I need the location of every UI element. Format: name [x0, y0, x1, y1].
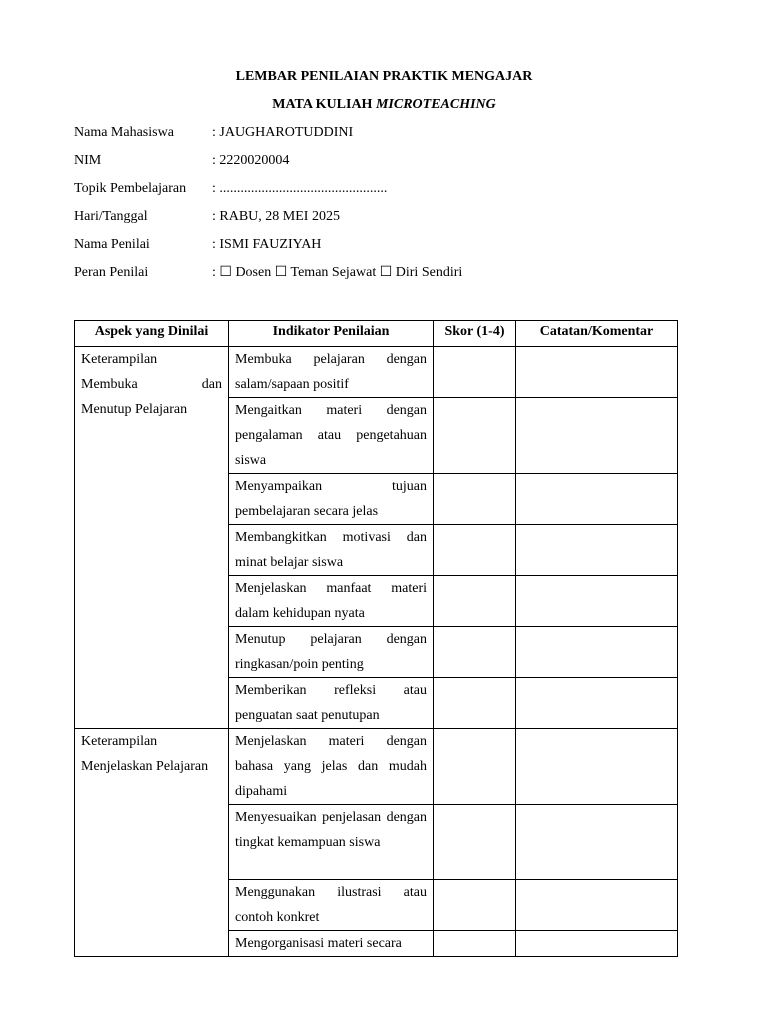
score-cell[interactable] — [434, 525, 516, 576]
info-value: : ☐ Dosen ☐ Teman Sejawat ☐ Diri Sendiri — [212, 265, 463, 280]
info-value: : 2220020004 — [212, 153, 290, 168]
score-cell[interactable] — [434, 729, 516, 805]
score-cell[interactable] — [434, 398, 516, 474]
score-cell[interactable] — [434, 474, 516, 525]
aspect-name-word: Membuka — [81, 377, 138, 392]
aspect-name-line: Menjelaskan Pelajaran — [81, 759, 209, 774]
indicator-cell: Menyesuaikan penjelasan dengan tingkat kemampuan siswa — [229, 805, 434, 880]
comment-cell[interactable] — [516, 627, 678, 678]
comment-cell[interactable] — [516, 347, 678, 398]
sheet-title: LEMBAR PENILAIAN PRAKTIK MENGAJAR — [235, 69, 533, 84]
course-subtitle — [0, 97, 768, 113]
indicator-cell: Mengaitkan materi dengan pengalaman atau pengetahuan siswa — [229, 398, 434, 474]
score-cell[interactable] — [434, 805, 516, 880]
info-label: Peran Penilai — [74, 265, 149, 280]
comment-cell[interactable] — [516, 729, 678, 805]
comment-cell[interactable] — [516, 576, 678, 627]
indicator-cell: Menyampaikan tujuan pembelajaran secara jelas — [229, 474, 434, 525]
table-row — [75, 347, 678, 398]
column-header: Indikator Penilaian — [229, 321, 434, 347]
indicator-cell: Memberikan refleksi atau penguatan saat penutupan — [229, 678, 434, 729]
score-cell[interactable] — [434, 576, 516, 627]
aspect-cell — [75, 347, 229, 729]
course-subtitle-prefix: MATA KULIAH — [272, 97, 376, 112]
aspect-name-word: dan — [201, 377, 222, 392]
indicator-cell: Menggunakan ilustrasi atau contoh konkret — [229, 880, 434, 931]
score-cell[interactable] — [434, 627, 516, 678]
info-value: : ................................................ — [212, 181, 388, 196]
indicator-cell: Menjelaskan manfaat materi dalam kehidupan nyata — [229, 576, 434, 627]
comment-cell[interactable] — [516, 474, 678, 525]
comment-cell[interactable] — [516, 880, 678, 931]
indicator-cell: Menjelaskan materi dengan bahasa yang jelas dan mudah dipahami — [229, 729, 434, 805]
indicator-cell: Mengorganisasi materi secara — [229, 931, 434, 957]
table-row — [75, 729, 678, 805]
comment-cell[interactable] — [516, 678, 678, 729]
comment-cell[interactable] — [516, 525, 678, 576]
info-label: Nama Mahasiswa — [74, 125, 174, 140]
aspect-name-line — [81, 372, 222, 397]
column-header: Catatan/Komentar — [516, 321, 678, 347]
aspect-name-line: Menutup Pelajaran — [81, 402, 188, 417]
aspect-name-line: Keterampilan — [81, 352, 158, 367]
info-label: Topik Pembelajaran — [74, 181, 187, 196]
score-cell[interactable] — [434, 880, 516, 931]
table-header-row — [75, 321, 678, 347]
info-label: NIM — [74, 153, 102, 168]
aspect-cell — [75, 729, 229, 957]
score-cell[interactable] — [434, 347, 516, 398]
indicator-cell: Menutup pelajaran dengan ringkasan/poin penting — [229, 627, 434, 678]
indicator-cell: Membangkitkan motivasi dan minat belajar siswa — [229, 525, 434, 576]
comment-cell[interactable] — [516, 398, 678, 474]
info-value: : ISMI FAUZIYAH — [212, 237, 322, 252]
score-cell[interactable] — [434, 931, 516, 957]
indicator-cell: Membuka pelajaran dengan salam/sapaan positif — [229, 347, 434, 398]
assessment-table — [74, 320, 678, 957]
comment-cell[interactable] — [516, 931, 678, 957]
column-header: Aspek yang Dinilai — [75, 321, 229, 347]
info-label: Hari/Tanggal — [74, 209, 148, 224]
column-header: Skor (1-4) — [434, 321, 516, 347]
info-value: : JAUGHAROTUDDINI — [212, 125, 354, 140]
aspect-name-line: Keterampilan — [81, 734, 158, 749]
comment-cell[interactable] — [516, 805, 678, 880]
info-value: : RABU, 28 MEI 2025 — [212, 209, 340, 224]
score-cell[interactable] — [434, 678, 516, 729]
info-label: Nama Penilai — [74, 237, 150, 252]
course-subtitle-italic: MICROTEACHING — [375, 97, 496, 112]
